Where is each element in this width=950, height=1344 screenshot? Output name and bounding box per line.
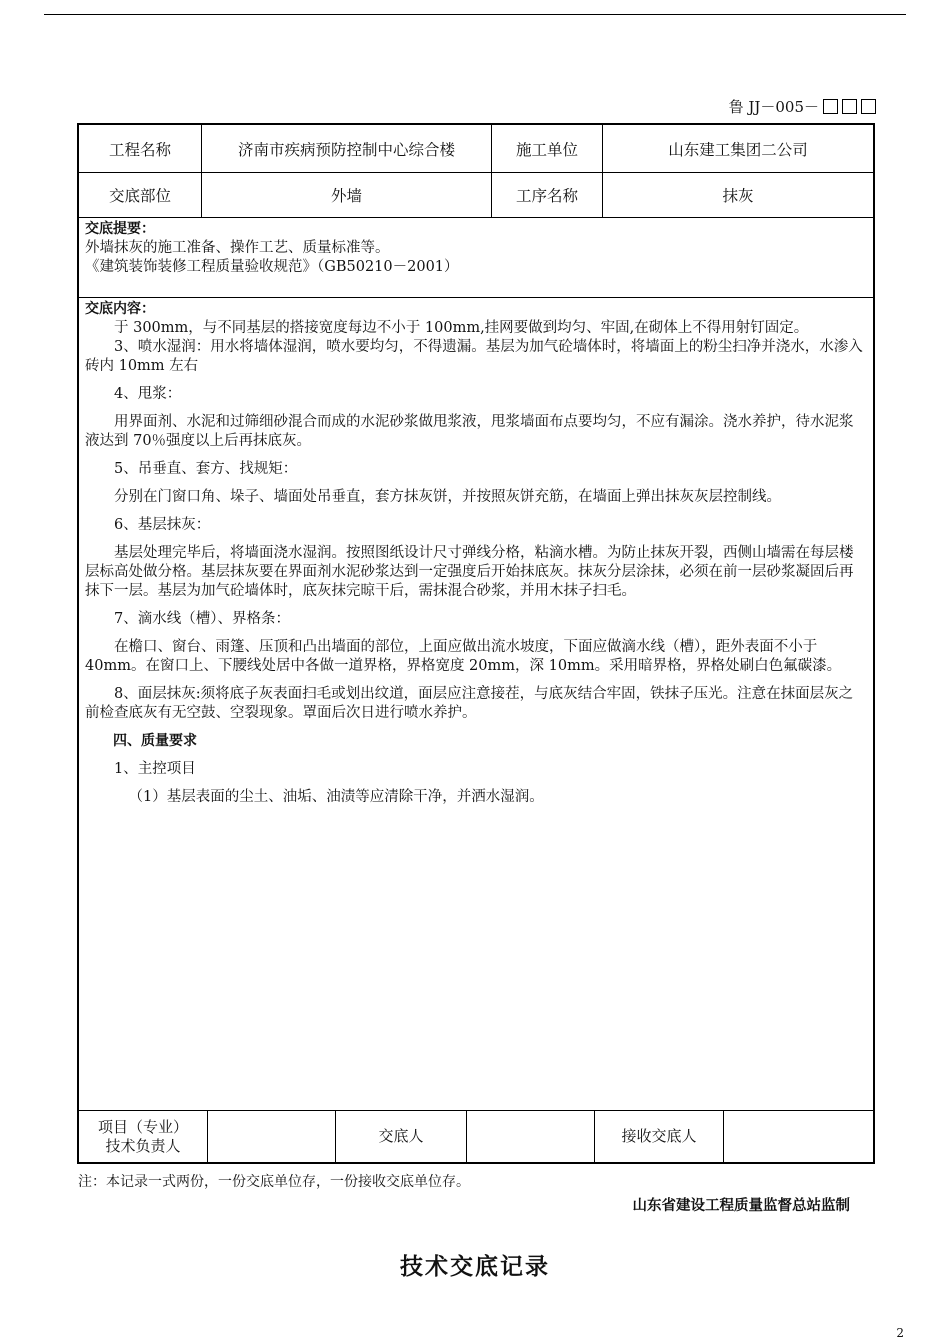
quality-requirements-heading: 四、质量要求 <box>113 733 197 749</box>
summary-line-1: 外墙抹灰的施工准备、操作工艺、质量标准等。 <box>85 240 390 256</box>
receiver-label: 接收交底人 <box>595 1111 724 1162</box>
content-paragraph: 在檐口、窗台、雨篷、压顶和凸出墙面的部位，上面应做出流水坡度，下面应做滴水线（槽），距外表面不小于 40mm。在窗口上、下腰线处居中各做一道界格，界格宽度 20mm，深 10mm。采用暗界格，界格处刷白色氟碳漆。 <box>85 639 842 674</box>
form-code-box-2 <box>842 99 857 114</box>
content-section <box>79 298 873 1110</box>
top-rule <box>44 14 906 15</box>
project-name-label: 工程名称 <box>79 125 202 172</box>
process-value: 抹灰 <box>722 187 754 205</box>
process-label: 工序名称 <box>492 173 603 217</box>
content-paragraph: （1）基层表面的尘土、油垢、油渍等应清除干净，并洒水湿润。 <box>128 789 544 805</box>
content-step-heading: 5、吊垂直、套方、找规矩： <box>114 461 298 477</box>
content-paragraph: 用界面剂、水泥和过筛细砂混合而成的水泥砂浆做甩浆液，甩浆墙面布点要均匀，不应有漏涂。浇水养护，待水泥浆液达到 70％强度以上后再抹底灰。 <box>85 414 854 449</box>
record-sheet <box>77 123 875 1164</box>
content-step-heading: 4、甩浆： <box>114 386 182 402</box>
tech-lead-label <box>79 1111 208 1162</box>
summary-line-2: 《建筑装饰装修工程质量验收规范》（GB50210－2001） <box>85 259 459 275</box>
document-title: 技术交底记录 <box>400 1254 550 1280</box>
presenter-signature[interactable] <box>467 1111 595 1162</box>
summary-heading: 交底提要： <box>85 221 155 237</box>
content-step-heading: 1、主控项目 <box>114 761 196 777</box>
content-paragraph: 3、喷水湿润：用水将墙体湿润，喷水要均匀，不得遗漏。基层为加气砼墙体时，将墙面上的粉尘扫净并浇水，水渗入砖内 10mm 左右 <box>85 339 863 374</box>
tech-lead-label-line-2: 技术负责人 <box>105 1136 181 1155</box>
receiver-signature[interactable] <box>724 1111 873 1162</box>
form-code-box-3 <box>861 99 876 114</box>
form-code-box-1 <box>823 99 838 114</box>
signature-row <box>79 1110 873 1162</box>
content-paragraph: 于 300mm，与不同基层的搭接宽度每边不小于 100mm,挂网要做到均匀、牢固,在砌体上不得用射钉固定。 <box>114 320 809 336</box>
presenter-label: 交底人 <box>336 1111 467 1162</box>
contractor-label: 施工单位 <box>492 125 603 172</box>
header-row-2 <box>79 173 873 218</box>
content-paragraph: 分别在门窗口角、垛子、墙面处吊垂直，套方抹灰饼，并按照灰饼充筋，在墙面上弹出抹灰灰层控制线。 <box>114 489 781 505</box>
form-code <box>729 96 876 117</box>
location-value: 外墙 <box>202 173 492 217</box>
header-row-1 <box>79 125 873 173</box>
contractor-value: 山东建工集团二公司 <box>668 140 808 159</box>
project-name-value: 济南市疾病预防控制中心综合楼 <box>202 125 492 172</box>
form-code-text: 鲁 JJ－005－ <box>728 98 819 116</box>
content-paragraph: 8、面层抹灰:须将底子灰表面扫毛或划出纹道，面层应注意接茬，与底灰结合牢固，铁抹子压光。注意在抹面层灰之前检查底灰有无空鼓、空裂现象。罩面后次日进行喷水养护。 <box>85 686 854 721</box>
tech-lead-signature[interactable] <box>208 1111 336 1162</box>
page-number: 2 <box>896 1326 904 1340</box>
summary-section <box>79 218 873 298</box>
issuer: 山东省建设工程质量监督总站监制 <box>632 1198 850 1214</box>
content-step-heading: 6、基层抹灰： <box>114 517 211 533</box>
content-step-heading: 7、滴水线（槽）、界格条： <box>114 611 290 627</box>
tech-lead-label-line-1: 项目（专业） <box>97 1117 188 1136</box>
location-label: 交底部位 <box>79 173 202 217</box>
content-heading: 交底内容： <box>85 301 155 317</box>
content-paragraph: 基层处理完毕后，将墙面浇水湿润。按照图纸设计尺寸弹线分格，粘滴水槽。为防止抹灰开裂，西侧山墙需在每层楼层标高处做分格。基层抹灰要在界面剂水泥砂浆达到一定强度后开始抹底灰。抹灰分层涂抹，必须在前一层砂浆凝固后再抹下一层。基层为加气砼墙体时，底灰抹完晾干后，需抹混合砂浆，并用木抹子扫毛。 <box>85 545 854 599</box>
record-note: 注：本记录一式两份，一份交底单位存，一份接收交底单位存。 <box>78 1174 470 1190</box>
